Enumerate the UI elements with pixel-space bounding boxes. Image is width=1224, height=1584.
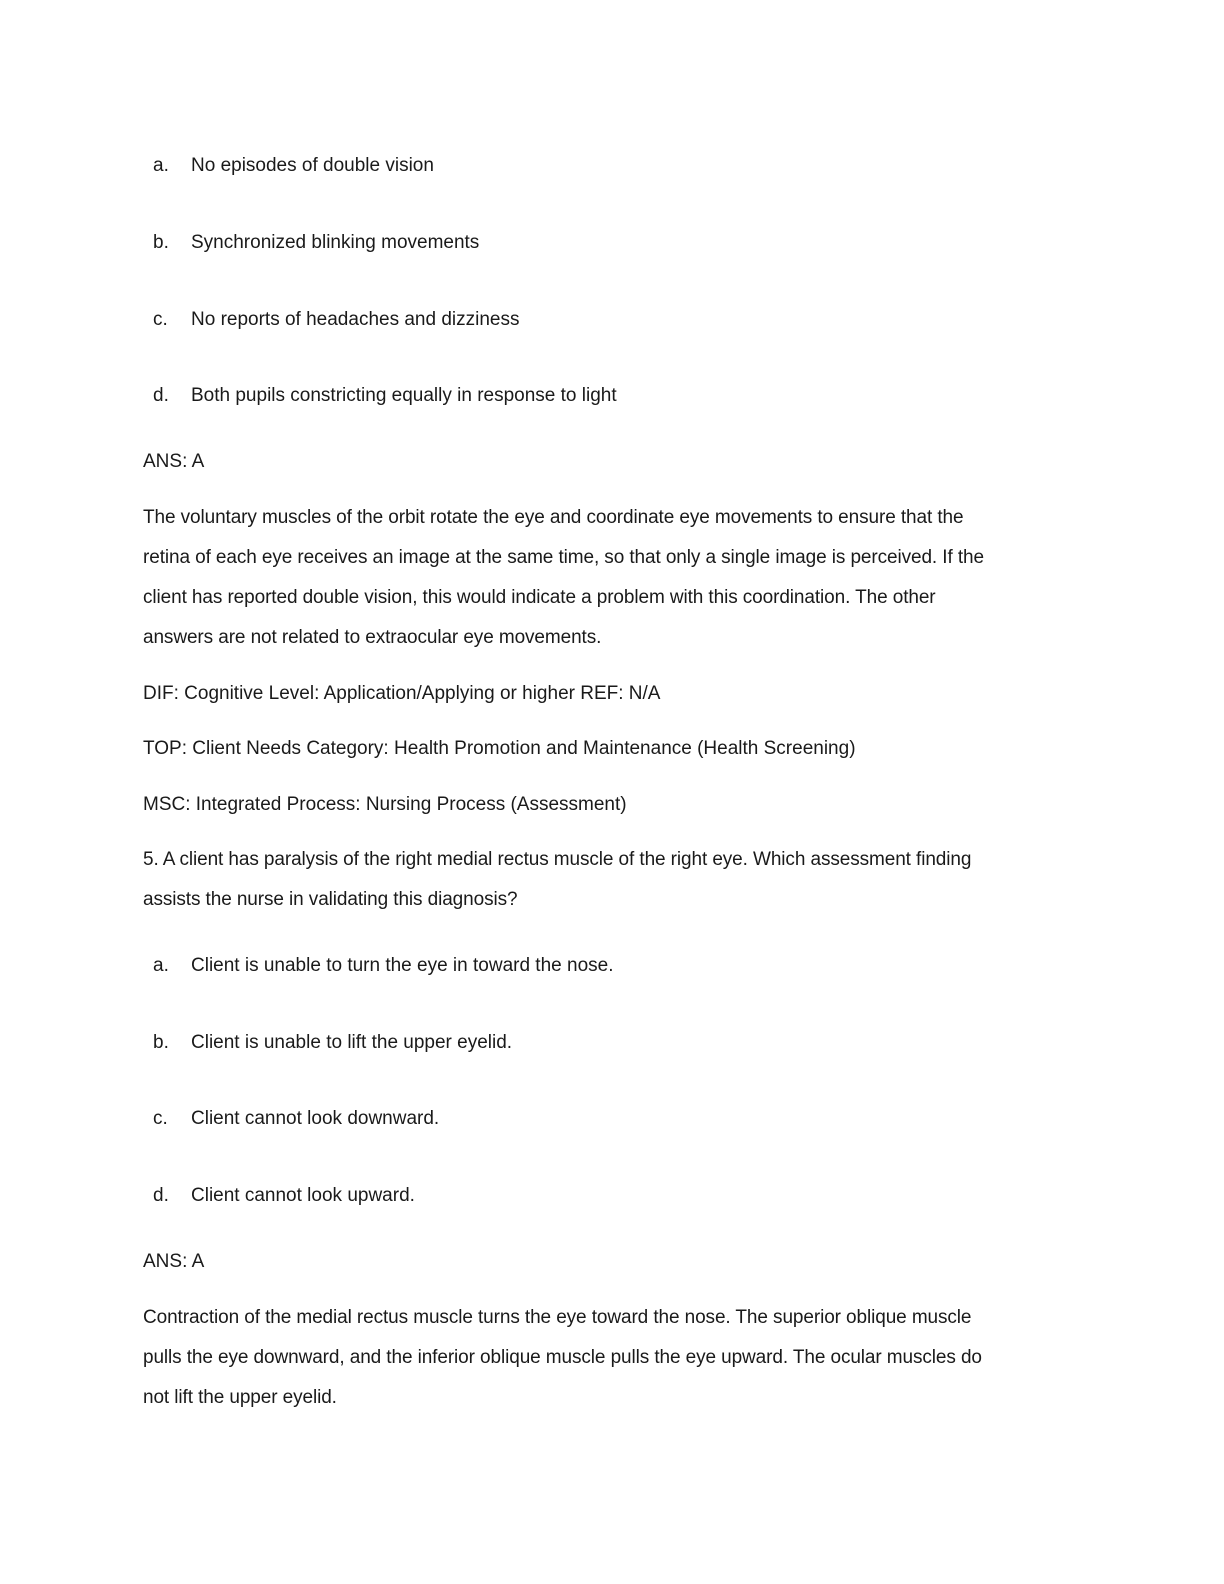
rationale-line: Contraction of the medial rectus muscle turns the eye toward the nose. The superior oblique muscle bbox=[143, 1307, 972, 1328]
q5-rationale bbox=[143, 1298, 1053, 1418]
option-text: Both pupils constricting equally in response to light bbox=[191, 385, 617, 406]
rationale-line: pulls the eye downward, and the inferior oblique muscle pulls the eye upward. The ocular muscles do bbox=[143, 1347, 982, 1368]
option-letter: c. bbox=[153, 309, 168, 330]
option-text: Client cannot look upward. bbox=[191, 1185, 415, 1206]
option-text: Client is unable to turn the eye in toward the nose. bbox=[191, 955, 614, 976]
q5-option-c bbox=[0, 1106, 1224, 1132]
option-text: Synchronized blinking movements bbox=[191, 232, 480, 253]
option-letter: c. bbox=[153, 1108, 168, 1129]
rationale-line: answers are not related to extraocular eye movements. bbox=[143, 627, 602, 648]
q4-option-d bbox=[0, 383, 1224, 409]
q4-dif: DIF: Cognitive Level: Application/Applying or higher REF: N/A bbox=[143, 683, 661, 704]
option-letter: d. bbox=[153, 385, 169, 406]
q5-option-b bbox=[0, 1030, 1224, 1056]
question-line: 5. A client has paralysis of the right medial rectus muscle of the right eye. Which assessment finding bbox=[143, 849, 972, 870]
q5-answer: ANS: A bbox=[143, 1251, 205, 1272]
q4-option-b bbox=[0, 230, 1224, 256]
q4-top: TOP: Client Needs Category: Health Promotion and Maintenance (Health Screening) bbox=[143, 738, 856, 759]
q5-question bbox=[143, 840, 1053, 920]
option-letter: b. bbox=[153, 232, 169, 253]
option-letter: a. bbox=[153, 155, 169, 176]
q4-msc: MSC: Integrated Process: Nursing Process (Assessment) bbox=[143, 794, 627, 815]
option-text: No episodes of double vision bbox=[191, 155, 434, 176]
rationale-line: retina of each eye receives an image at the same time, so that only a single image is perceived. If the bbox=[143, 547, 984, 568]
option-letter: b. bbox=[153, 1032, 169, 1053]
rationale-line: not lift the upper eyelid. bbox=[143, 1387, 337, 1408]
q5-option-a bbox=[0, 953, 1224, 979]
option-letter: a. bbox=[153, 955, 169, 976]
q4-option-c bbox=[0, 307, 1224, 333]
option-text: No reports of headaches and dizziness bbox=[191, 309, 520, 330]
question-line: assists the nurse in validating this diagnosis? bbox=[143, 889, 518, 910]
q4-answer: ANS: A bbox=[143, 451, 205, 472]
q4-rationale bbox=[143, 498, 1053, 658]
rationale-line: client has reported double vision, this would indicate a problem with this coordination. The other bbox=[143, 587, 936, 608]
q5-option-d bbox=[0, 1183, 1224, 1209]
option-text: Client is unable to lift the upper eyelid. bbox=[191, 1032, 513, 1053]
q4-option-a bbox=[0, 153, 1224, 179]
option-letter: d. bbox=[153, 1185, 169, 1206]
option-text: Client cannot look downward. bbox=[191, 1108, 440, 1129]
rationale-line: The voluntary muscles of the orbit rotate the eye and coordinate eye movements to ensure that the bbox=[143, 507, 964, 528]
